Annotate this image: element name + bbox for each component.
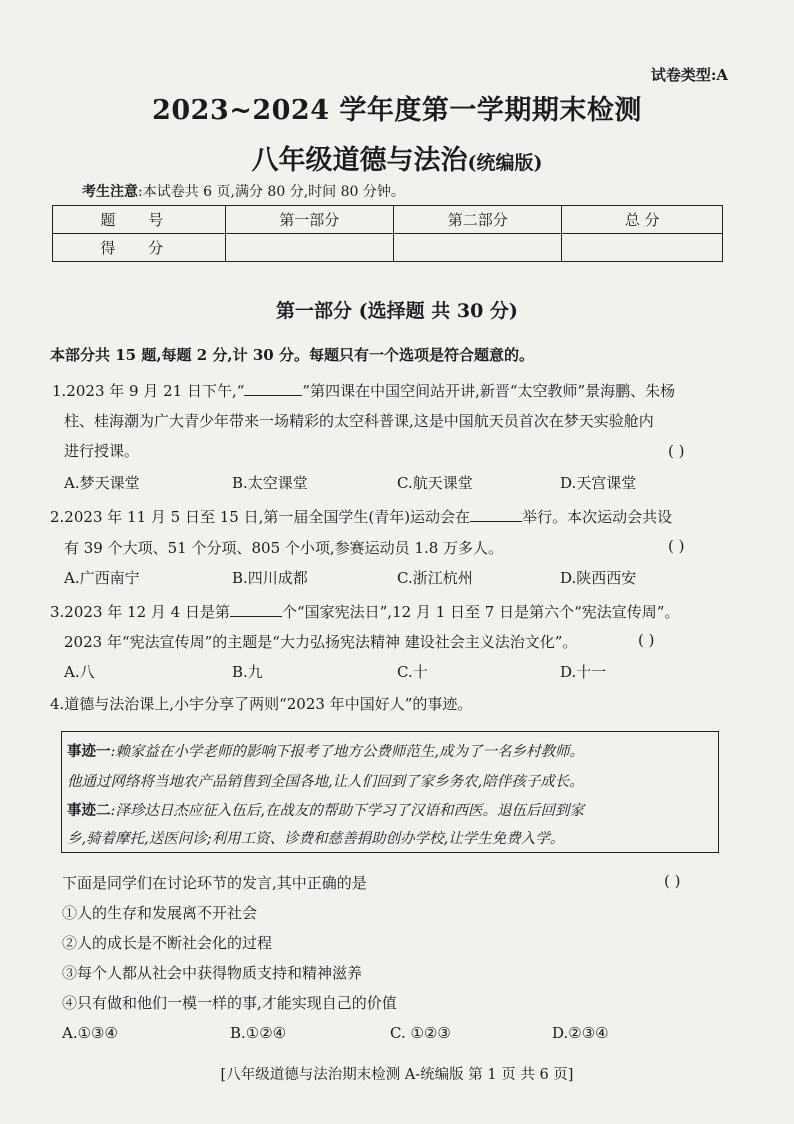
statement-3: ③每个人都从社会中获得物质支持和精神滋养	[62, 964, 363, 982]
exam-notice	[82, 181, 405, 201]
story-1-line-2: 他通过网络将当地农产品销售到全国各地,让人们回到了家乡务农,陪伴孩子成长。	[67, 774, 584, 790]
story-2-line-1: 事迹二:泽珍达日杰应征入伍后,在战友的帮助下学习了汉语和西医。退伍后回到家	[67, 802, 584, 819]
score-input-cell[interactable]	[225, 234, 393, 262]
score-cell: 题 号	[53, 206, 226, 234]
story-1-line-1: 事迹一:赖家益在小学老师的影响下报考了地方公费师范生,成为了一名乡村教师。	[67, 743, 584, 760]
question-4-stem: 4.道德与法治课上,小宇分享了两则“2023 年中国好人”的事迹。	[50, 695, 473, 713]
question-1-line-2: 柱、桂海潮为广大青少年带来一场精彩的太空科普课,这是中国航天员首次在梦天实验舱内	[64, 412, 654, 430]
subject-name: 八年级道德与法治	[251, 145, 468, 176]
question-3-line-1: 3.2023 年 12 月 4 日是第 个“国家宪法日”,12 月 1 日至 7 日是第六个“宪法宣传周”。	[50, 603, 680, 621]
section-intro: 本部分共 15 题,每题 2 分,计 30 分。每题只有一个选项是符合题意的。	[50, 346, 534, 364]
option-d[interactable]: D.十一	[560, 663, 607, 681]
option-c[interactable]: C. ①②③	[390, 1024, 451, 1042]
statement-4: ④只有做和他们一模一样的事,才能实现自己的价值	[62, 994, 397, 1012]
story-box	[61, 731, 719, 853]
answer-bracket[interactable]: ( )	[668, 442, 685, 460]
notice-label: 考生注意	[82, 184, 138, 200]
exam-title: 2023~2024 学年度第一学期期末检测	[152, 95, 642, 126]
answer-blank[interactable]	[230, 602, 282, 617]
option-b[interactable]: B.九	[232, 663, 263, 681]
story-2-line-2: 乡,骑着摩托,送医问诊;利用工资、诊费和慈善捐助创办学校,让学生免费入学。	[67, 831, 565, 847]
option-a[interactable]: A.广西南宁	[64, 569, 140, 587]
question-1-line-3: 进行授课。	[64, 442, 140, 460]
option-b[interactable]: B.①②④	[230, 1024, 287, 1042]
option-a[interactable]: A.八	[64, 663, 95, 681]
question-4-prompt: 下面是同学们在讨论环节的发言,其中正确的是	[62, 874, 367, 892]
option-d[interactable]: D.②③④	[552, 1024, 609, 1042]
section-title: 第一部分 (选择题 共 30 分)	[276, 300, 518, 322]
score-table-score-row	[53, 234, 723, 262]
option-b[interactable]: B.太空课堂	[232, 474, 308, 492]
question-1-line-1: 1.2023 年 9 月 21 日下午,“ ”第四课在中国空间站开讲,新晋“太空教师”景海鹏、朱杨	[52, 382, 676, 400]
answer-blank[interactable]	[470, 507, 522, 522]
statement-2: ②人的成长是不断社会化的过程	[62, 934, 273, 952]
notice-text: :本试卷共 6 页,满分 80 分,时间 80 分钟。	[138, 184, 405, 200]
score-cell: 得 分	[53, 234, 226, 262]
answer-bracket[interactable]: ( )	[668, 537, 685, 555]
score-table	[52, 205, 723, 262]
option-d[interactable]: D.天宫课堂	[560, 474, 637, 492]
option-c[interactable]: C.浙江杭州	[397, 569, 473, 587]
paper-type: 试卷类型:A	[650, 66, 728, 84]
edition-label: (统编版)	[467, 152, 543, 174]
answer-bracket[interactable]: ( )	[638, 631, 655, 649]
answer-bracket[interactable]: ( )	[664, 872, 681, 890]
score-cell: 第一部分	[225, 206, 393, 234]
question-2-line-1: 2.2023 年 11 月 5 日至 15 日,第一届全国学生(青年)运动会在 举行。本次运动会共设	[50, 508, 673, 526]
statement-1: ①人的生存和发展离不开社会	[62, 904, 258, 922]
page-footer: [八年级道德与法治期末检测 A-统编版 第 1 页 共 6 页]	[220, 1067, 574, 1083]
score-table-header-row	[53, 206, 723, 234]
score-cell: 总 分	[562, 206, 723, 234]
score-input-cell[interactable]	[394, 234, 562, 262]
score-input-cell[interactable]	[562, 234, 723, 262]
option-a[interactable]: A.①③④	[62, 1024, 118, 1042]
answer-blank[interactable]	[244, 381, 302, 396]
option-a[interactable]: A.梦天课堂	[64, 474, 140, 492]
subject-title	[0, 138, 794, 177]
option-c[interactable]: C.航天课堂	[397, 474, 473, 492]
question-2-line-2: 有 39 个大项、51 个分项、805 个小项,参赛运动员 1.8 万多人。	[64, 539, 504, 557]
score-cell: 第二部分	[394, 206, 562, 234]
question-3-line-2: 2023 年“宪法宣传周”的主题是“大力弘扬宪法精神 建设社会主义法治文化”。	[64, 633, 578, 651]
option-d[interactable]: D.陕西西安	[560, 569, 637, 587]
option-b[interactable]: B.四川成都	[232, 569, 308, 587]
option-c[interactable]: C.十	[397, 663, 428, 681]
